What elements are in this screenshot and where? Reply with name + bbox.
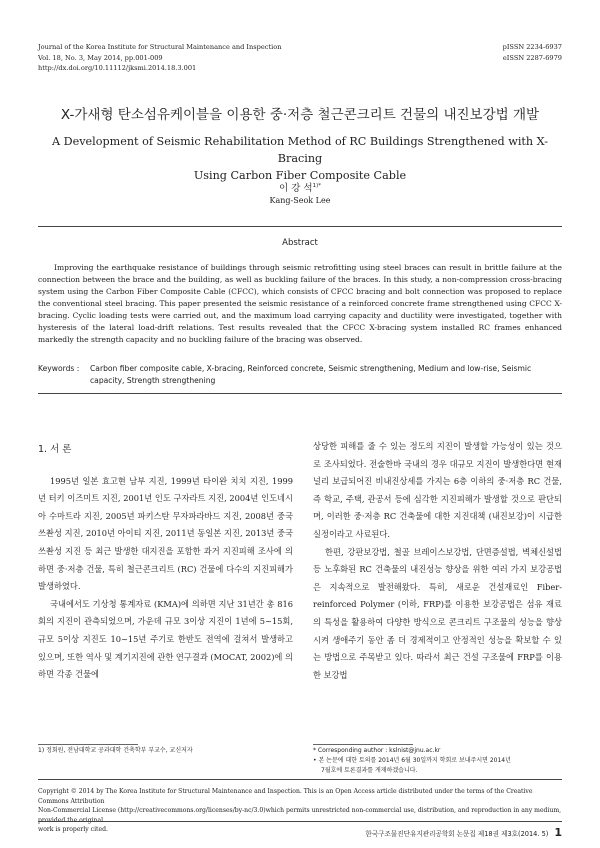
paragraph-right-1: 상당한 피해를 줄 수 있는 정도의 지진이 발생할 가능성이 있는 것으로 조사되었다. 전술한바 국내의 경우 대규모 지진이 발생한다면 현재 널리 보급되어진 비내진상세를 가지는 6층 이하의 중·저층 RC 건물, 즉 학교, 주택, 관공서 등에 심각한 지진피해가 발생할 것으로 판단되며, 이러한 중·저층 RC 건축물에 대한 지진대책 (내진보강)이 시급한 실정이라고 사료된다. bbox=[313, 441, 562, 539]
keywords-text: Carbon fiber composite cable, X-bracing, Reinforced concrete, Seismic strengthening, Medium and low-rise, Seismic capacity, Strength strengthening bbox=[90, 364, 532, 385]
copyright-bottom-rule bbox=[38, 821, 562, 822]
section-heading-introduction: 1. 서 론 bbox=[38, 444, 72, 455]
keywords-label: Keywords : bbox=[38, 364, 80, 373]
abstract-heading: Abstract bbox=[282, 238, 318, 248]
keywords bbox=[38, 363, 562, 386]
eissn: eISSN 2287-6979 bbox=[502, 53, 562, 62]
journal-doi[interactable]: http://dx.doi.org/10.11112/jksmi.2014.18.3.001 bbox=[38, 64, 197, 72]
journal-header bbox=[38, 42, 281, 74]
footnote-right bbox=[313, 746, 562, 776]
paragraph-left-1: 1995년 일본 효고현 남부 지진, 1999년 타이완 치치 지진, 1999년 터키 이즈미트 지진, 2001년 인도 구자라트 지진, 2004년 인도네시아 수마트라 지진, 2005년 파키스탄 무자파라바드 지진, 2008년 중국 쓰촨성 지진, 2010년 아이티 지진, 2011년 동일본 지진, 2013년 중국 쓰촨성 지진 등 최근 발생한 대지진을 포함한 과거 지진피해 조사에 의하면 중·저층 건물, 특히 철근콘크리트 (RC) 건물에 다수의 지진피해가 발생하였다. bbox=[38, 475, 293, 592]
paragraph-right-2: 한편, 강판보강법, 철골 브레이스보강법, 단면증설법, 벽체신설법 등 노후화된 RC 건축물의 내진성능 향상을 위한 여러 가지 보강공법은 지속적으로 발전해왔다. 특히, 새로운 건설재료인 Fiber-reinforced Polymer (이하, FRP)를 이용한 보강공법은 섬유 재료의 특성을 활용하여 다양한 방식으로 콘크리트 구조물의 성능을 향상시켜 생애주기 동안 좀 더 경제적이고 안정적인 성능을 확보할 수 있는 방법으로 주목받고 있다. 따라서 최근 건설 구조물에 FRP를 이용한 보강법 bbox=[313, 546, 562, 680]
copyright-line-1: Copyright © 2014 by The Korea Institute for Structural Maintenance and Inspection. This is an Open Access article distributed under the terms of the Creative Commons Attribution bbox=[38, 788, 533, 805]
abstract-bottom-rule bbox=[38, 393, 562, 394]
abstract-top-rule bbox=[38, 226, 562, 227]
author-affiliation-mark: 1)* bbox=[312, 182, 321, 189]
footnote-rule-left bbox=[38, 744, 138, 745]
copyright-rule bbox=[38, 779, 562, 780]
copyright-line-2: Non-Commercial License (http://creativecommons.org/licenses/by-nc/3.0)which permits unrestricted non-commercial use, distribution, and reproduction in any medium, provided the original bbox=[38, 807, 562, 824]
abstract-text: Improving the earthquake resistance of buildings through seismic retrofitting using steel braces can result in brittle failure at the connection between the brace and the building, as well as buckling failure of the braces. In this study, a non-compression cross-bracing system using the Carbon Fiber Composite Cable (CFCC), which consists of CFCC bracing and bolt connection was proposed to replace the conventional steel bracing. This paper presented the seismic resistance of a reinforced concrete frame strengthened using CFCC X-bracing. Cyclic loading tests were carried out, and the maximum load carrying capacity and ductility were investigated, together with hysteresis of the lateral load-drift relations. Test results revealed that the CFCC X-bracing system installed RC frames enhanced markedly the strength capacity and no buckling failure of the bracing was observed. bbox=[38, 263, 562, 345]
body-column-right bbox=[313, 438, 562, 684]
author-name-ko: 이 강 석 bbox=[279, 183, 313, 194]
footnote-left: 1) 정회원, 전남대학교 공과대학 건축학부 부교수, 교신저자 bbox=[38, 747, 193, 754]
issn-block bbox=[503, 42, 562, 63]
title-english-line-2: Using Carbon Fiber Composite Cable bbox=[193, 169, 407, 182]
pissn: pISSN 2234-6937 bbox=[502, 43, 562, 51]
journal-volume: Vol. 18, No. 3, May 2014, pp.001-009 bbox=[38, 53, 163, 62]
title-english-line-1: A Development of Seismic Rehabilitation Method of RC Buildings Strengthened with X-Bracing bbox=[51, 135, 549, 165]
author-korean bbox=[0, 180, 600, 194]
page-number: 1 bbox=[554, 826, 562, 839]
title-korean: X-가새형 탄소섬유케이블을 이용한 중·저층 철근콘크리트 건물의 내진보강법 개발 bbox=[60, 107, 540, 123]
body-column-left bbox=[38, 441, 293, 684]
journal-name: Journal of the Korea Institute for Structural Maintenance and Inspection bbox=[38, 43, 282, 51]
corresponding-author: * Corresponding author : kslnist@jnu.ac.kr bbox=[313, 747, 441, 754]
footnote-rule-right bbox=[313, 744, 413, 745]
copyright-line-3: work is properly cited. bbox=[38, 826, 108, 834]
footer-journal-citation: 한국구조물진단유지관리공학회 논문집 제18권 제3호(2014. 5) bbox=[365, 829, 549, 838]
paragraph-left-2: 국내에서도 기상청 통계자료 (KMA)에 의하면 지난 31년간 총 816회의 지진이 관측되었으며, 가운데 규모 3이상 지진이 1년에 5~15회, 규모 5이상 지진도 10~15년 주기로 한반도 전역에 걸쳐서 발생하고 있으며, 또한 역사 및 계기지진에 관한 연구결과 (MOCAT, 2002)에 의하면 각종 건물에 bbox=[38, 598, 293, 680]
author-english: Kang-Seok Lee bbox=[269, 196, 331, 205]
page-footer bbox=[365, 826, 562, 839]
discussion-note-1: • 본 논문에 대한 토의를 2014년 6월 30일까지 학회로 보내주시면 2014년 bbox=[313, 757, 511, 764]
title-english bbox=[30, 133, 570, 184]
discussion-note-2: 7월호에 토론결과를 게재하겠습니다. bbox=[321, 767, 418, 774]
